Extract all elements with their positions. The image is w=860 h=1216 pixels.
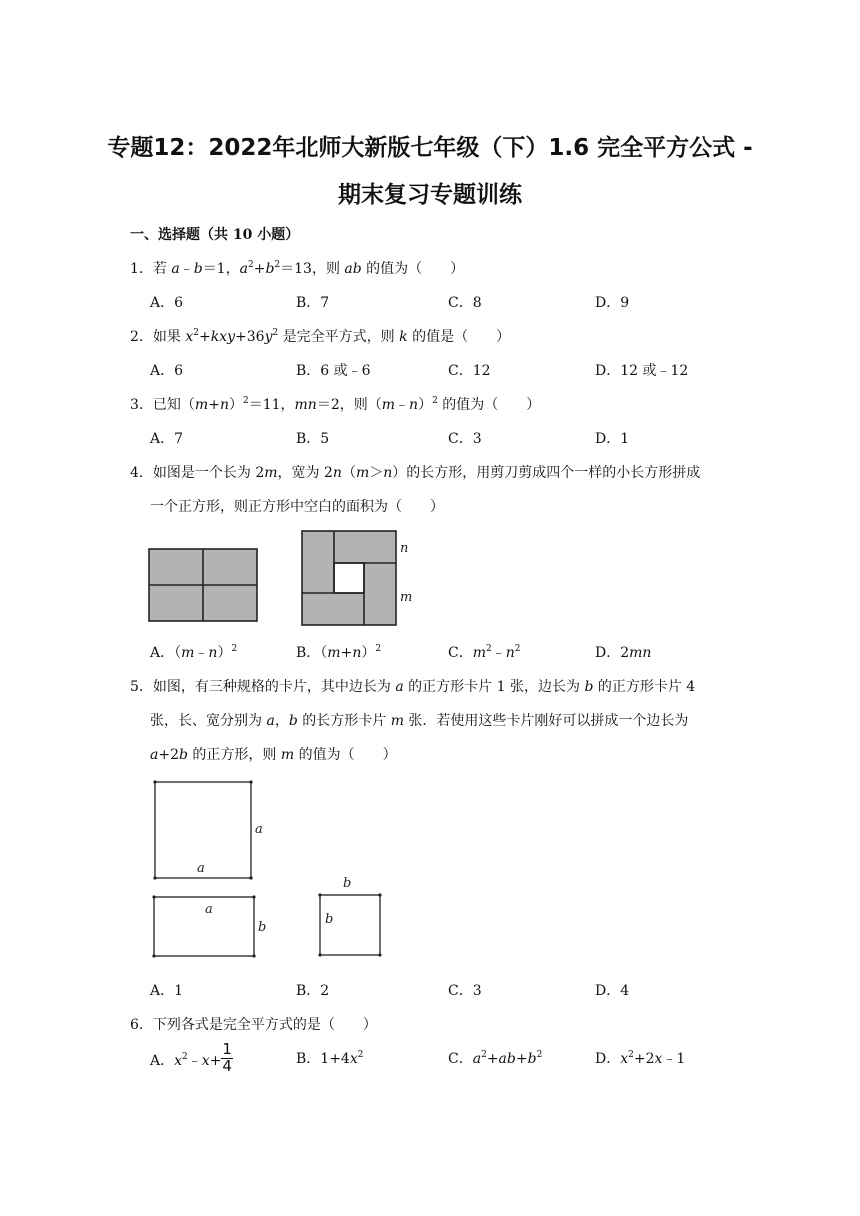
question-5-option-d: D．4	[595, 983, 630, 999]
title-text-2: 期末复习专题训练	[338, 182, 522, 208]
label-n: n	[400, 541, 409, 556]
question-2-option-a: A．6	[150, 363, 184, 379]
question-3-option-d: D．1	[595, 431, 630, 447]
question-2-option-d: D．12 或﹣12	[595, 363, 689, 379]
fraction-one-quarter: $\frac{1}{4}$	[222, 1040, 232, 1075]
question-6-option-c: C．$a^2+ab+b^2$	[448, 1050, 543, 1067]
label-b-top: b	[343, 876, 352, 891]
title-text-1: 专题12：2022年北师大新版七年级（下）1.6 完全平方公式 -	[107, 135, 753, 161]
label-m: m	[400, 590, 413, 605]
question-1-option-a: A．6	[150, 295, 184, 311]
label-a-rect: a	[205, 902, 213, 917]
question-5-stem-line1: 5．如图，有三种规格的卡片，其中边长为 a 的正方形卡片 1 张，边长为 b 的正方形卡片 4	[130, 679, 696, 695]
question-1-option-c: C．8	[448, 295, 482, 311]
label-a-right: a	[255, 822, 263, 837]
question-4-option-a: A．（m﹣n）$^2$	[150, 644, 238, 661]
section-heading: 一、选择题（共 10 小题）	[130, 227, 300, 243]
label-a-bottom: a	[197, 861, 205, 876]
question-3-option-a: A．7	[150, 431, 184, 447]
question-6-option-a: A．$x^2﹣x+$ $\frac{1}{4}$	[150, 1040, 232, 1075]
question-1-option-b: B．7	[296, 295, 330, 311]
question-5-stem-line3: a+2b 的正方形，则 m 的值为（ ）	[150, 747, 397, 763]
label-b-rect: b	[258, 920, 267, 935]
page-title-line1	[0, 129, 860, 162]
question-1-stem: 1．若 a﹣b＝1，$a^2+b^2=13$，则 ab 的值为（ ）	[130, 260, 465, 277]
question-5-option-c: C．3	[448, 983, 482, 999]
question-4-option-d: D．2mn	[595, 645, 652, 661]
question-5-stem-line2: 张，长、宽分别为 a，b 的长方形卡片 m 张．若使用这些卡片刚好可以拼成一个边长为	[150, 713, 689, 729]
question-3-stem: 3．已知$(m+n)^2=11$，mn＝2，则（m﹣n）$^2$ 的值为（ ）	[130, 396, 541, 413]
question-4-rectangle-figure	[146, 546, 260, 624]
question-3-option-c: C．3	[448, 431, 482, 447]
question-6-option-b: B．$1+4x^2$	[296, 1050, 364, 1067]
question-4-square-figure	[299, 528, 419, 628]
question-4-option-b: B．$(m+n)^2$	[296, 644, 382, 661]
question-3-option-b: B．5	[296, 431, 330, 447]
question-2-stem: 2．如果 $x^2+kxy+36y^2$ 是完全平方式，则 k 的值是（ ）	[130, 328, 511, 345]
page-title-line2	[0, 176, 860, 209]
question-6-stem: 6．下列各式是完全平方式的是（ ）	[130, 1017, 377, 1033]
label-b-left: b	[325, 912, 334, 927]
question-2-option-b: B．6 或﹣6	[296, 363, 371, 379]
question-5-option-a: A．1	[150, 983, 184, 999]
question-4-stem-line2: 一个正方形，则正方形中空白的面积为（ ）	[150, 499, 444, 515]
question-6-option-d: D．$x^2+2x﹣1$	[595, 1050, 686, 1067]
question-5-cards-figure	[146, 776, 396, 966]
question-1-option-d: D．9	[595, 295, 630, 311]
question-2-option-c: C．12	[448, 363, 491, 379]
question-4-option-c: C．$m^2﹣n^2$	[448, 644, 521, 661]
question-4-stem-line1: 4．如图是一个长为 2m，宽为 2n（m＞n）的长方形，用剪刀剪成四个一样的小长方形拼成	[130, 465, 701, 481]
question-5-option-b: B．2	[296, 983, 330, 999]
